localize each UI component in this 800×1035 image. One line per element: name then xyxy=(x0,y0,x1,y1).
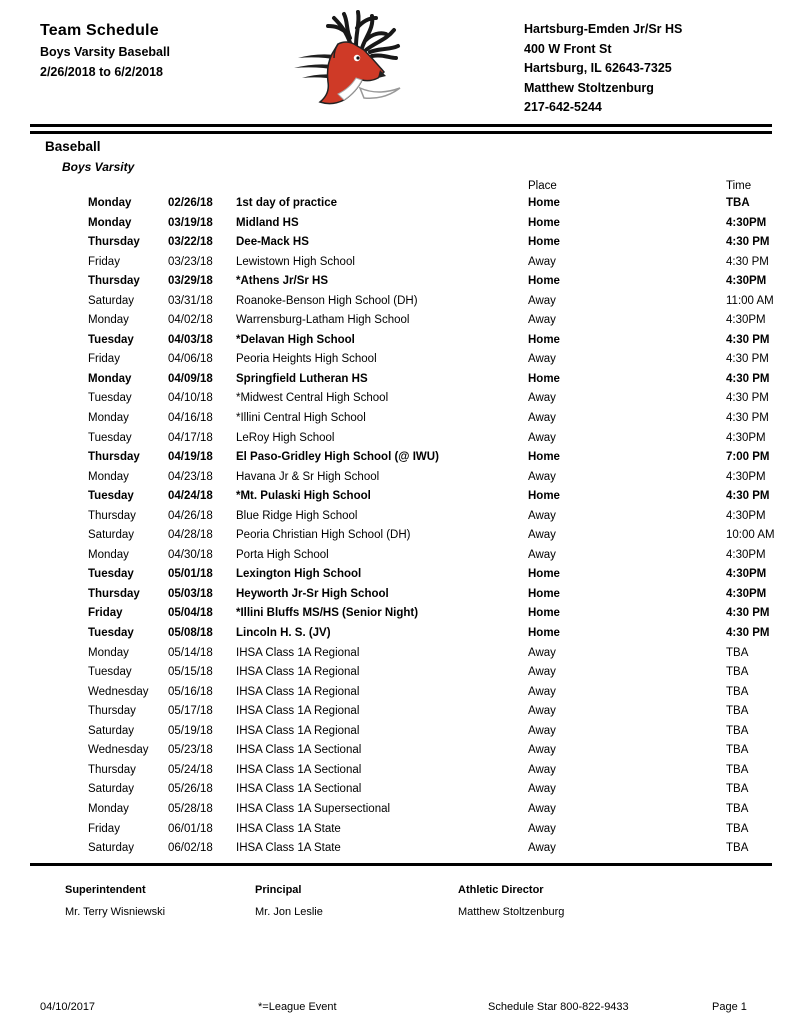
header-title-block xyxy=(40,22,170,79)
cell-time: TBA xyxy=(726,802,749,815)
signature-role: Principal xyxy=(255,884,302,896)
cell-date: 05/01/18 xyxy=(168,568,213,581)
sport-heading: Baseball xyxy=(45,139,101,154)
cell-time: 4:30PM xyxy=(726,568,767,581)
cell-day: Wednesday xyxy=(88,744,149,757)
schedule-row xyxy=(0,780,800,800)
cell-event: *Athens Jr/Sr HS xyxy=(236,275,329,288)
cell-date: 04/17/18 xyxy=(168,431,213,444)
cell-time: 4:30 PM xyxy=(726,412,769,425)
cell-event: IHSA Class 1A Sectional xyxy=(236,783,362,796)
cell-time: 4:30PM xyxy=(726,548,766,561)
cell-event: *Illini Central High School xyxy=(236,412,366,425)
cell-event: Dee-Mack HS xyxy=(236,236,309,249)
school-street: 400 W Front St xyxy=(524,41,612,56)
cell-date: 05/04/18 xyxy=(168,607,213,620)
cell-place: Away xyxy=(528,509,556,522)
cell-place: Away xyxy=(528,255,556,268)
cell-place: Away xyxy=(528,666,556,679)
schedule-row xyxy=(0,214,800,234)
cell-place: Away xyxy=(528,724,556,737)
cell-day: Friday xyxy=(88,822,120,835)
cell-place: Home xyxy=(528,275,560,288)
schedule-row xyxy=(0,839,800,859)
cell-place: Home xyxy=(528,451,560,464)
schedule-row xyxy=(0,663,800,683)
cell-time: 4:30 PM xyxy=(726,236,770,249)
cell-time: 4:30 PM xyxy=(726,255,769,268)
cell-time: 4:30 PM xyxy=(726,333,770,346)
cell-event: IHSA Class 1A Sectional xyxy=(236,763,362,776)
cell-date: 04/10/18 xyxy=(168,392,213,405)
team-subtitle: Boys Varsity Baseball xyxy=(40,45,170,59)
cell-day: Thursday xyxy=(88,451,140,464)
cell-event: Havana Jr & Sr High School xyxy=(236,470,380,483)
schedule-row xyxy=(0,585,800,605)
cell-place: Home xyxy=(528,236,560,249)
cell-place: Away xyxy=(528,763,556,776)
signature-name: Mr. Terry Wisniewski xyxy=(65,906,166,918)
cell-day: Tuesday xyxy=(88,392,132,405)
cell-event: IHSA Class 1A Sectional xyxy=(236,744,362,757)
cell-date: 05/03/18 xyxy=(168,587,213,600)
cell-date: 04/24/18 xyxy=(168,490,213,503)
cell-day: Monday xyxy=(88,548,129,561)
schedule-row xyxy=(0,546,800,566)
footer-print-date: 04/10/2017 xyxy=(40,1001,96,1013)
cell-day: Saturday xyxy=(88,529,135,542)
school-city: Hartsburg, IL 62643-7325 xyxy=(524,61,672,75)
cell-event: Lincoln H. S. (JV) xyxy=(236,627,331,640)
cell-time: 4:30PM xyxy=(726,509,766,522)
team-level-heading: Boys Varsity xyxy=(62,160,135,174)
cell-time: TBA xyxy=(726,763,749,776)
cell-date: 05/16/18 xyxy=(168,685,213,698)
cell-place: Away xyxy=(528,431,556,444)
cell-day: Saturday xyxy=(88,783,135,796)
cell-date: 03/29/18 xyxy=(168,275,213,288)
cell-time: 10:00 AM xyxy=(726,529,775,542)
cell-time: 4:30PM xyxy=(726,587,767,600)
cell-event: *Delavan High School xyxy=(236,333,355,346)
signature-role: Athletic Director xyxy=(458,884,544,896)
cell-day: Tuesday xyxy=(88,333,134,346)
cell-place: Home xyxy=(528,490,560,503)
cell-day: Tuesday xyxy=(88,627,134,640)
cell-time: 11:00 AM xyxy=(726,294,774,307)
schedule-row xyxy=(0,233,800,253)
cell-time: 7:00 PM xyxy=(726,451,770,464)
cell-time: TBA xyxy=(726,744,749,757)
cell-date: 05/26/18 xyxy=(168,783,213,796)
cell-event: IHSA Class 1A Regional xyxy=(236,705,360,718)
cell-date: 06/01/18 xyxy=(168,822,213,835)
cell-place: Away xyxy=(528,548,556,561)
cell-time: 4:30 PM xyxy=(726,627,770,640)
cell-day: Monday xyxy=(88,197,132,209)
cell-event: Roanoke-Benson High School (DH) xyxy=(236,294,418,307)
cell-place: Home xyxy=(528,607,560,620)
cell-date: 02/26/18 xyxy=(168,197,213,209)
cell-event: Porta High School xyxy=(236,548,329,561)
cell-day: Monday xyxy=(88,314,129,327)
cell-day: Thursday xyxy=(88,509,136,522)
cell-event: Peoria Christian High School (DH) xyxy=(236,529,411,542)
cell-time: 4:30PM xyxy=(726,275,767,288)
contact-phone: 217-642-5244 xyxy=(524,100,602,114)
signature-superintendent xyxy=(65,884,165,918)
schedule-row xyxy=(0,683,800,703)
cell-time: TBA xyxy=(726,783,749,796)
schedule-row xyxy=(0,604,800,624)
cell-day: Thursday xyxy=(88,275,140,288)
cell-place: Away xyxy=(528,802,556,815)
schedule-row xyxy=(0,526,800,546)
cell-place: Home xyxy=(528,216,560,229)
signature-principal xyxy=(255,884,323,918)
school-name: Hartsburg-Emden Jr/Sr HS xyxy=(524,22,683,36)
school-info-block xyxy=(524,20,682,118)
cell-date: 04/23/18 xyxy=(168,470,213,483)
cell-event: Blue Ridge High School xyxy=(236,509,358,522)
schedule-row xyxy=(0,448,800,468)
cell-event: Lexington High School xyxy=(236,568,362,581)
cell-event: Lewistown High School xyxy=(236,255,355,268)
date-range: 2/26/2018 to 6/2/2018 xyxy=(40,65,164,79)
signature-athletic-director xyxy=(458,884,564,918)
cell-day: Monday xyxy=(88,216,132,229)
cell-date: 05/08/18 xyxy=(168,627,213,640)
schedule-row xyxy=(0,194,800,214)
cell-place: Away xyxy=(528,822,556,835)
cell-date: 05/19/18 xyxy=(168,724,213,737)
cell-place: Away xyxy=(528,392,556,405)
schedule-row xyxy=(0,487,800,507)
cell-event: IHSA Class 1A State xyxy=(236,842,341,855)
cell-time: TBA xyxy=(726,842,749,855)
cell-time: TBA xyxy=(726,646,749,659)
cell-day: Tuesday xyxy=(88,666,132,679)
header-divider xyxy=(30,124,772,134)
cell-event: El Paso-Gridley High School (@ IWU) xyxy=(236,451,439,464)
cell-date: 05/28/18 xyxy=(168,802,213,815)
cell-date: 03/31/18 xyxy=(168,294,213,307)
cell-event: 1st day of practice xyxy=(236,197,337,209)
cell-time: 4:30PM xyxy=(726,431,766,444)
cell-place: Away xyxy=(528,646,556,659)
cell-place: Away xyxy=(528,705,556,718)
signature-role: Superintendent xyxy=(65,884,146,896)
cell-day: Friday xyxy=(88,255,120,268)
cell-event: Heyworth Jr-Sr High School xyxy=(236,587,389,600)
cell-place: Home xyxy=(528,568,560,581)
cell-place: Away xyxy=(528,412,556,425)
cell-event: Peoria Heights High School xyxy=(236,353,377,366)
cell-time: TBA xyxy=(726,197,750,209)
page-title: Team Schedule xyxy=(40,22,159,39)
cell-day: Tuesday xyxy=(88,568,134,581)
cell-time: 4:30 PM xyxy=(726,490,770,503)
cell-event: IHSA Class 1A Supersectional xyxy=(236,802,391,815)
schedule-row xyxy=(0,702,800,722)
signature-name: Mr. Jon Leslie xyxy=(255,906,323,918)
cell-place: Home xyxy=(528,372,560,385)
cell-day: Saturday xyxy=(88,294,135,307)
cell-date: 06/02/18 xyxy=(168,842,213,855)
cell-time: TBA xyxy=(726,705,749,718)
cell-event: Midland HS xyxy=(236,216,299,229)
cell-date: 04/06/18 xyxy=(168,353,213,366)
cell-time: 4:30 PM xyxy=(726,372,770,385)
cell-date: 04/30/18 xyxy=(168,548,213,561)
cell-date: 04/09/18 xyxy=(168,372,213,385)
cell-event: Warrensburg-Latham High School xyxy=(236,314,410,327)
cell-time: 4:30 PM xyxy=(726,607,770,620)
cell-place: Home xyxy=(528,627,560,640)
cell-day: Tuesday xyxy=(88,431,132,444)
schedule-row xyxy=(0,741,800,761)
cell-day: Saturday xyxy=(88,724,135,737)
contact-name: Matthew Stoltzenburg xyxy=(524,80,654,95)
signature-name: Matthew Stoltzenburg xyxy=(458,906,565,918)
cell-time: 4:30PM xyxy=(726,314,766,327)
schedule-row xyxy=(0,409,800,429)
cell-event: Springfield Lutheran HS xyxy=(236,372,368,385)
cell-event: *Midwest Central High School xyxy=(236,392,389,405)
schedule-row xyxy=(0,565,800,585)
cell-day: Tuesday xyxy=(88,490,134,503)
schedule-row xyxy=(0,468,800,488)
cell-event: LeRoy High School xyxy=(236,431,335,444)
schedule-row xyxy=(0,624,800,644)
cell-place: Home xyxy=(528,587,560,600)
cell-place: Home xyxy=(528,197,560,209)
cell-date: 03/22/18 xyxy=(168,236,213,249)
cell-date: 04/26/18 xyxy=(168,509,213,522)
column-header-place: Place xyxy=(528,180,557,192)
schedule-row xyxy=(0,761,800,781)
cell-place: Away xyxy=(528,783,556,796)
cell-date: 05/14/18 xyxy=(168,646,213,659)
cell-day: Monday xyxy=(88,412,129,425)
cell-event: *Illini Bluffs MS/HS (Senior Night) xyxy=(236,607,419,620)
schedule-row xyxy=(0,370,800,390)
cell-place: Away xyxy=(528,842,556,855)
cell-day: Saturday xyxy=(88,842,135,855)
schedule-row xyxy=(0,292,800,312)
schedule-row xyxy=(0,800,800,820)
cell-place: Away xyxy=(528,294,556,307)
schedule-row xyxy=(0,331,800,351)
cell-event: IHSA Class 1A Regional xyxy=(236,685,360,698)
cell-date: 04/28/18 xyxy=(168,529,213,542)
cell-place: Away xyxy=(528,353,556,366)
cell-day: Thursday xyxy=(88,705,136,718)
footer-vendor: Schedule Star 800-822-9433 xyxy=(488,1001,629,1013)
cell-time: 4:30PM xyxy=(726,216,767,229)
cell-time: TBA xyxy=(726,822,749,835)
cell-place: Away xyxy=(528,314,556,327)
cell-day: Monday xyxy=(88,372,132,385)
cell-date: 05/17/18 xyxy=(168,705,213,718)
schedule-row xyxy=(0,253,800,273)
cell-event: IHSA Class 1A State xyxy=(236,822,341,835)
cell-place: Home xyxy=(528,333,560,346)
cell-place: Away xyxy=(528,529,556,542)
cell-day: Friday xyxy=(88,353,120,366)
cell-day: Monday xyxy=(88,470,129,483)
column-header-time: Time xyxy=(726,180,752,192)
schedule-row xyxy=(0,350,800,370)
footer-page-number: Page 1 xyxy=(712,1001,747,1013)
cell-day: Thursday xyxy=(88,236,140,249)
cell-date: 04/16/18 xyxy=(168,412,213,425)
cell-date: 04/19/18 xyxy=(168,451,213,464)
cell-date: 05/24/18 xyxy=(168,763,213,776)
cell-place: Away xyxy=(528,685,556,698)
cell-place: Away xyxy=(528,470,556,483)
cell-time: TBA xyxy=(726,724,749,737)
cell-date: 03/23/18 xyxy=(168,255,213,268)
cell-time: 4:30 PM xyxy=(726,392,769,405)
table-bottom-divider xyxy=(30,863,772,866)
cell-event: IHSA Class 1A Regional xyxy=(236,724,360,737)
cell-date: 04/02/18 xyxy=(168,314,213,327)
footer-legend: *=League Event xyxy=(258,1001,337,1013)
schedule-row xyxy=(0,820,800,840)
cell-date: 04/03/18 xyxy=(168,333,213,346)
cell-date: 05/15/18 xyxy=(168,666,213,679)
schedule-rows xyxy=(0,194,800,859)
cell-event: *Mt. Pulaski High School xyxy=(236,490,371,503)
schedule-row xyxy=(0,272,800,292)
cell-day: Monday xyxy=(88,646,129,659)
cell-day: Thursday xyxy=(88,587,140,600)
cell-event: IHSA Class 1A Regional xyxy=(236,666,360,679)
schedule-row xyxy=(0,389,800,409)
cell-date: 03/19/18 xyxy=(168,216,213,229)
cell-place: Away xyxy=(528,744,556,757)
schedule-row xyxy=(0,311,800,331)
cell-event: IHSA Class 1A Regional xyxy=(236,646,360,659)
schedule-row xyxy=(0,507,800,527)
stag-mascot-logo-icon xyxy=(293,6,425,106)
cell-time: 4:30PM xyxy=(726,470,766,483)
cell-time: TBA xyxy=(726,666,749,679)
schedule-row xyxy=(0,429,800,449)
schedule-row xyxy=(0,644,800,664)
cell-day: Thursday xyxy=(88,763,136,776)
cell-day: Monday xyxy=(88,802,129,815)
cell-date: 05/23/18 xyxy=(168,744,213,757)
cell-time: TBA xyxy=(726,685,749,698)
cell-day: Friday xyxy=(88,607,123,620)
schedule-row xyxy=(0,722,800,742)
cell-time: 4:30 PM xyxy=(726,353,769,366)
cell-day: Wednesday xyxy=(88,685,149,698)
